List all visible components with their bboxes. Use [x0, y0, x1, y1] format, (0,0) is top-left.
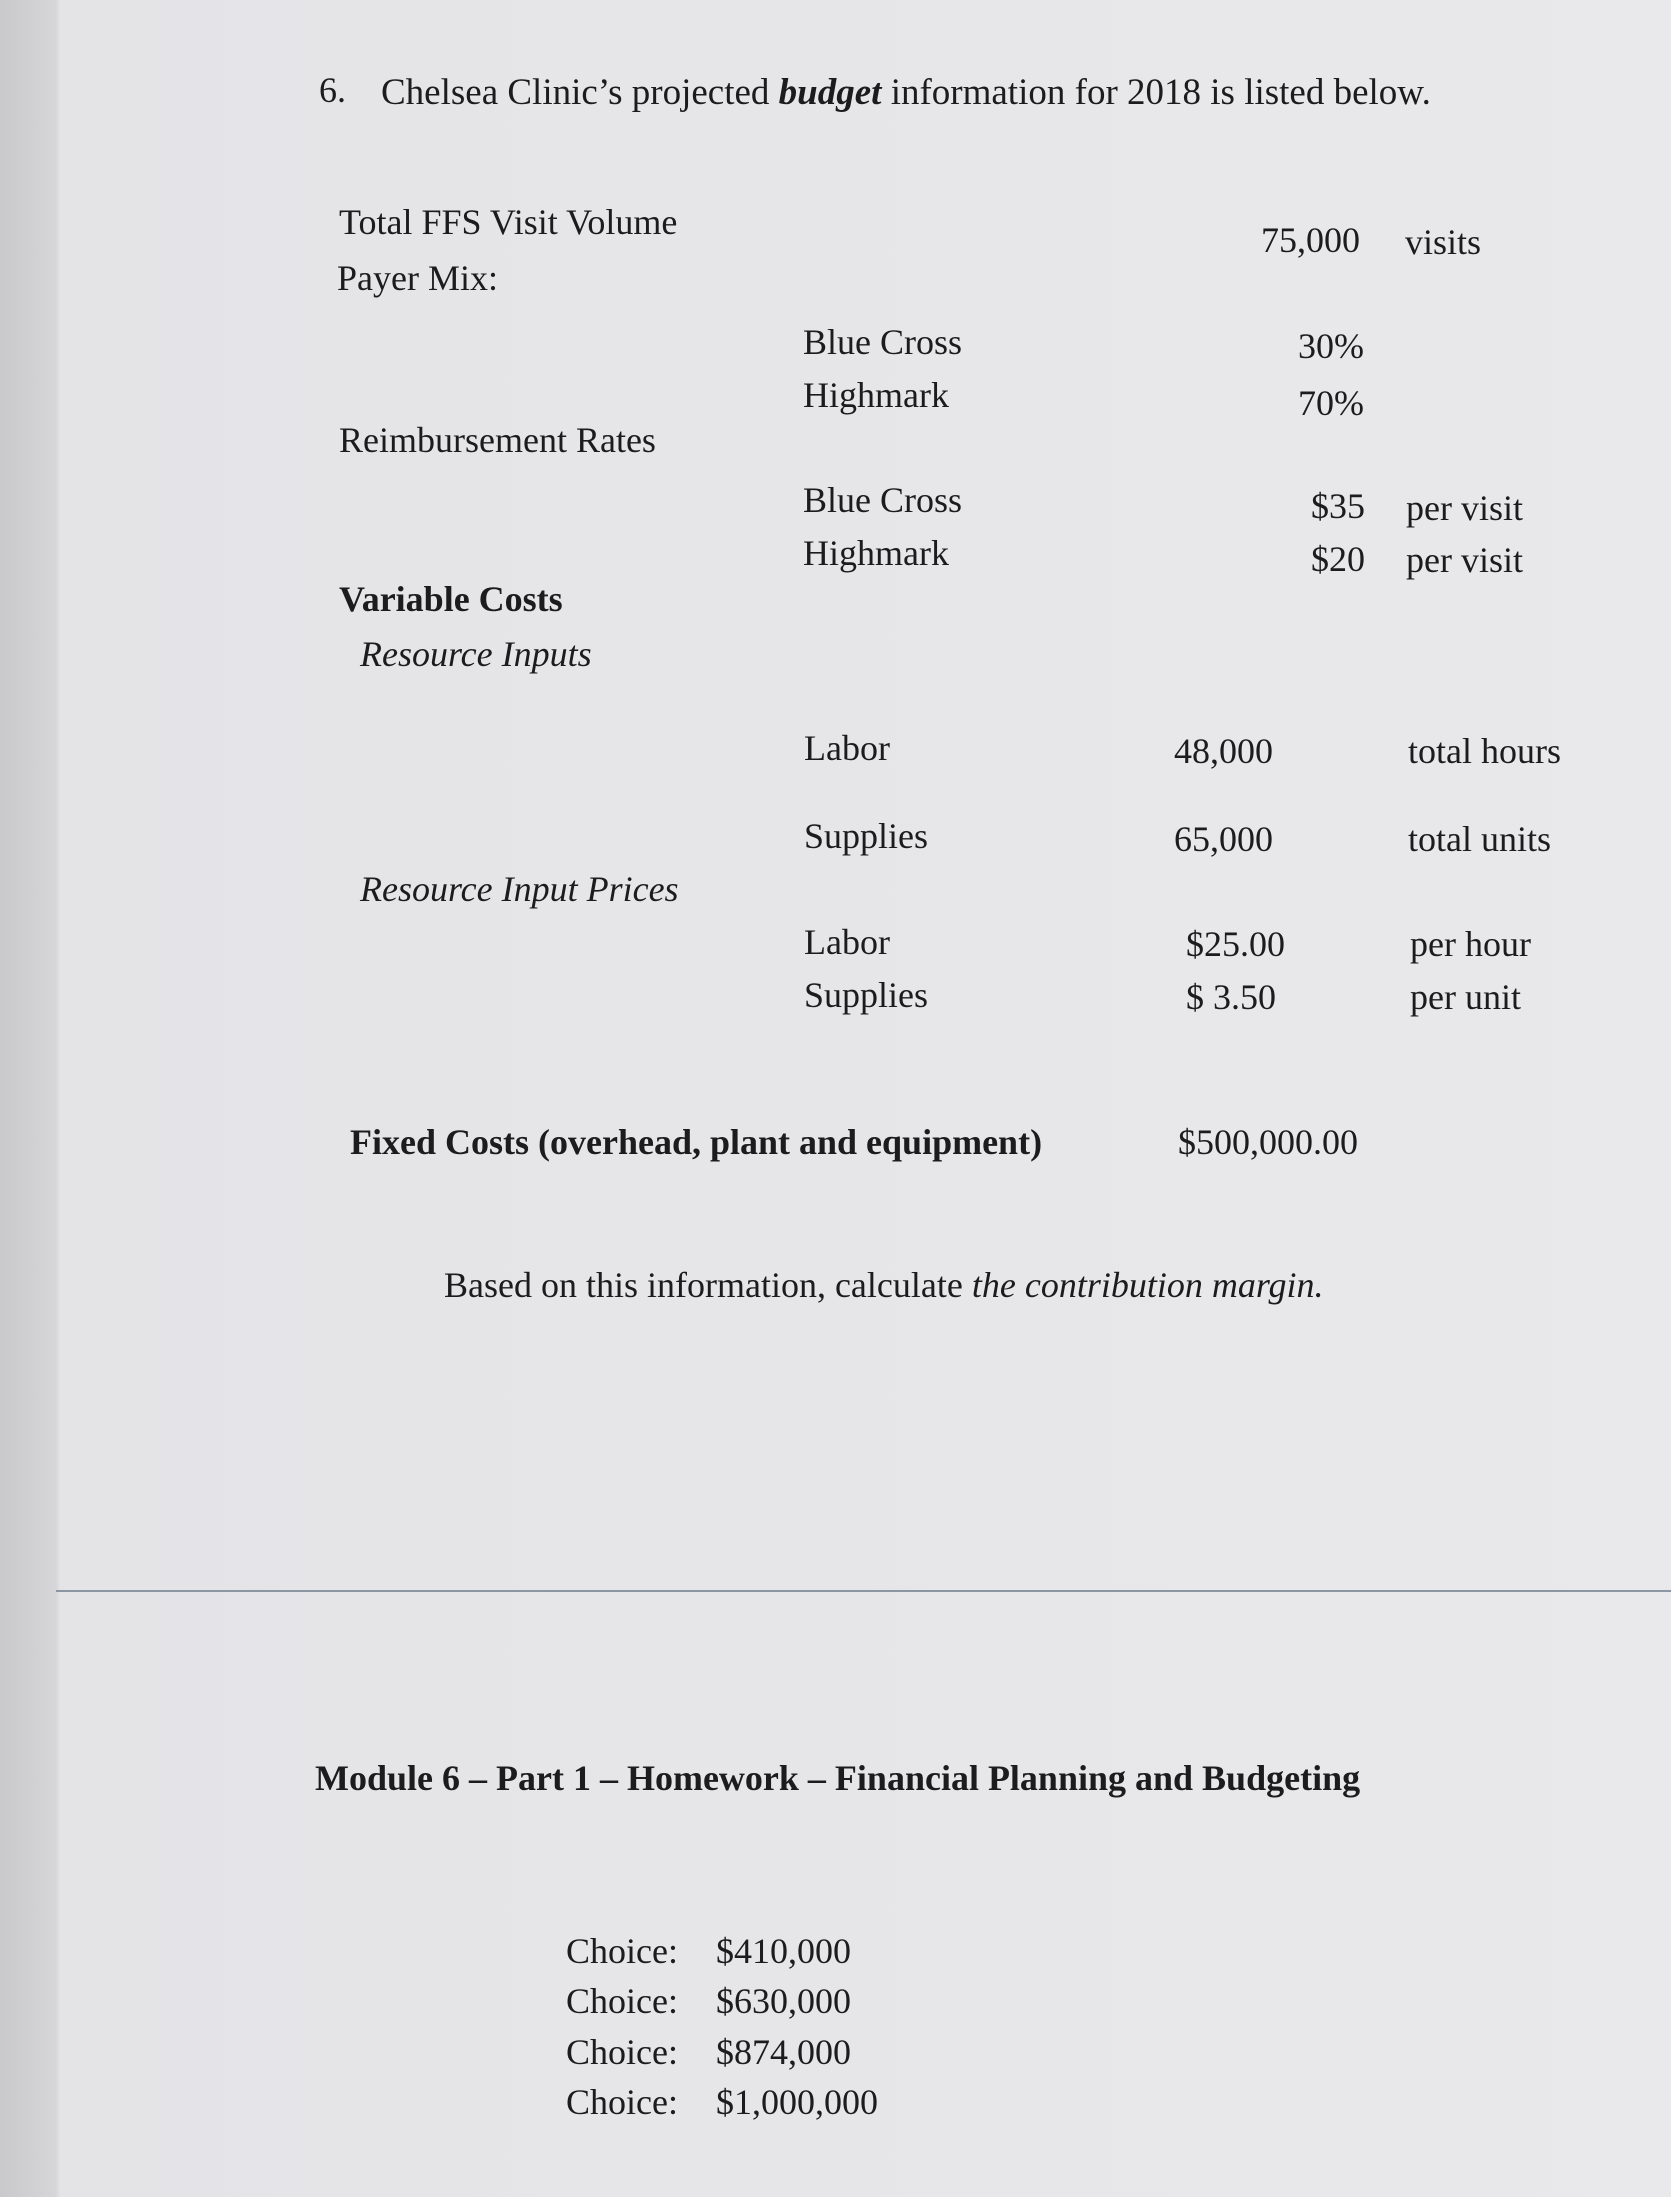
payer-mix-name: Highmark — [803, 375, 949, 415]
input-value: 48,000 — [1174, 731, 1273, 771]
resource-inputs-label: Resource Inputs — [360, 634, 592, 674]
choice-label: Choice: — [566, 2032, 678, 2072]
choice-value[interactable]: $874,000 — [716, 2032, 851, 2072]
payer-mix-label: Payer Mix: — [337, 258, 498, 298]
variable-costs-heading: Variable Costs — [339, 579, 563, 619]
choice-label: Choice: — [566, 2082, 678, 2122]
section-divider — [56, 1590, 1671, 1592]
reimbursement-value: $20 — [1311, 539, 1365, 579]
reimbursement-unit: per visit — [1406, 540, 1523, 580]
price-name: Supplies — [804, 975, 929, 1015]
payer-mix-value: 70% — [1298, 383, 1364, 423]
reimbursement-label: Reimbursement Rates — [339, 420, 656, 460]
title-text: Chelsea Clinic’s projected — [381, 72, 779, 113]
input-value: 65,000 — [1174, 819, 1273, 859]
payer-mix-name: Blue Cross — [803, 322, 963, 362]
title-text-end: information for 2018 is listed below. — [881, 72, 1431, 113]
reimbursement-value: $35 — [1311, 486, 1365, 526]
input-name: Supplies — [804, 816, 929, 856]
volume-label: Total FFS Visit Volume — [339, 202, 678, 242]
choice-label: Choice: — [566, 1981, 678, 2021]
input-unit: total units — [1408, 819, 1551, 859]
price-value: $ 3.50 — [1186, 977, 1276, 1017]
price-name: Labor — [804, 922, 890, 962]
price-unit: per unit — [1410, 977, 1521, 1017]
choice-value[interactable]: $410,000 — [716, 1931, 851, 1971]
price-value: $25.00 — [1186, 924, 1285, 964]
reimbursement-payer: Highmark — [803, 533, 949, 573]
fixed-costs-value: $500,000.00 — [1178, 1122, 1358, 1162]
price-unit: per hour — [1410, 924, 1531, 964]
title-emphasis: budget — [778, 72, 882, 113]
input-unit: total hours — [1408, 731, 1561, 771]
payer-mix-value: 30% — [1298, 326, 1364, 366]
reimbursement-payer: Blue Cross — [803, 480, 963, 520]
module-title: Module 6 – Part 1 – Homework – Financial Planning and Budgeting — [315, 1758, 1361, 1798]
question-title — [381, 74, 1431, 111]
choice-value[interactable]: $1,000,000 — [716, 2082, 878, 2122]
prompt-text: Based on this information, calculate — [444, 1265, 972, 1305]
question-prompt — [444, 1267, 1324, 1303]
volume-unit: visits — [1405, 222, 1482, 262]
question-number: 6. — [319, 70, 346, 110]
choice-label: Choice: — [566, 1931, 678, 1971]
prompt-emphasis: the contribution margin. — [971, 1265, 1324, 1305]
reimbursement-unit: per visit — [1406, 488, 1523, 528]
resource-prices-label: Resource Input Prices — [360, 869, 679, 909]
volume-value: 75,000 — [1261, 220, 1360, 260]
fixed-costs-label: Fixed Costs (overhead, plant and equipment) — [350, 1122, 1043, 1162]
input-name: Labor — [804, 728, 890, 768]
choice-value[interactable]: $630,000 — [716, 1981, 851, 2021]
